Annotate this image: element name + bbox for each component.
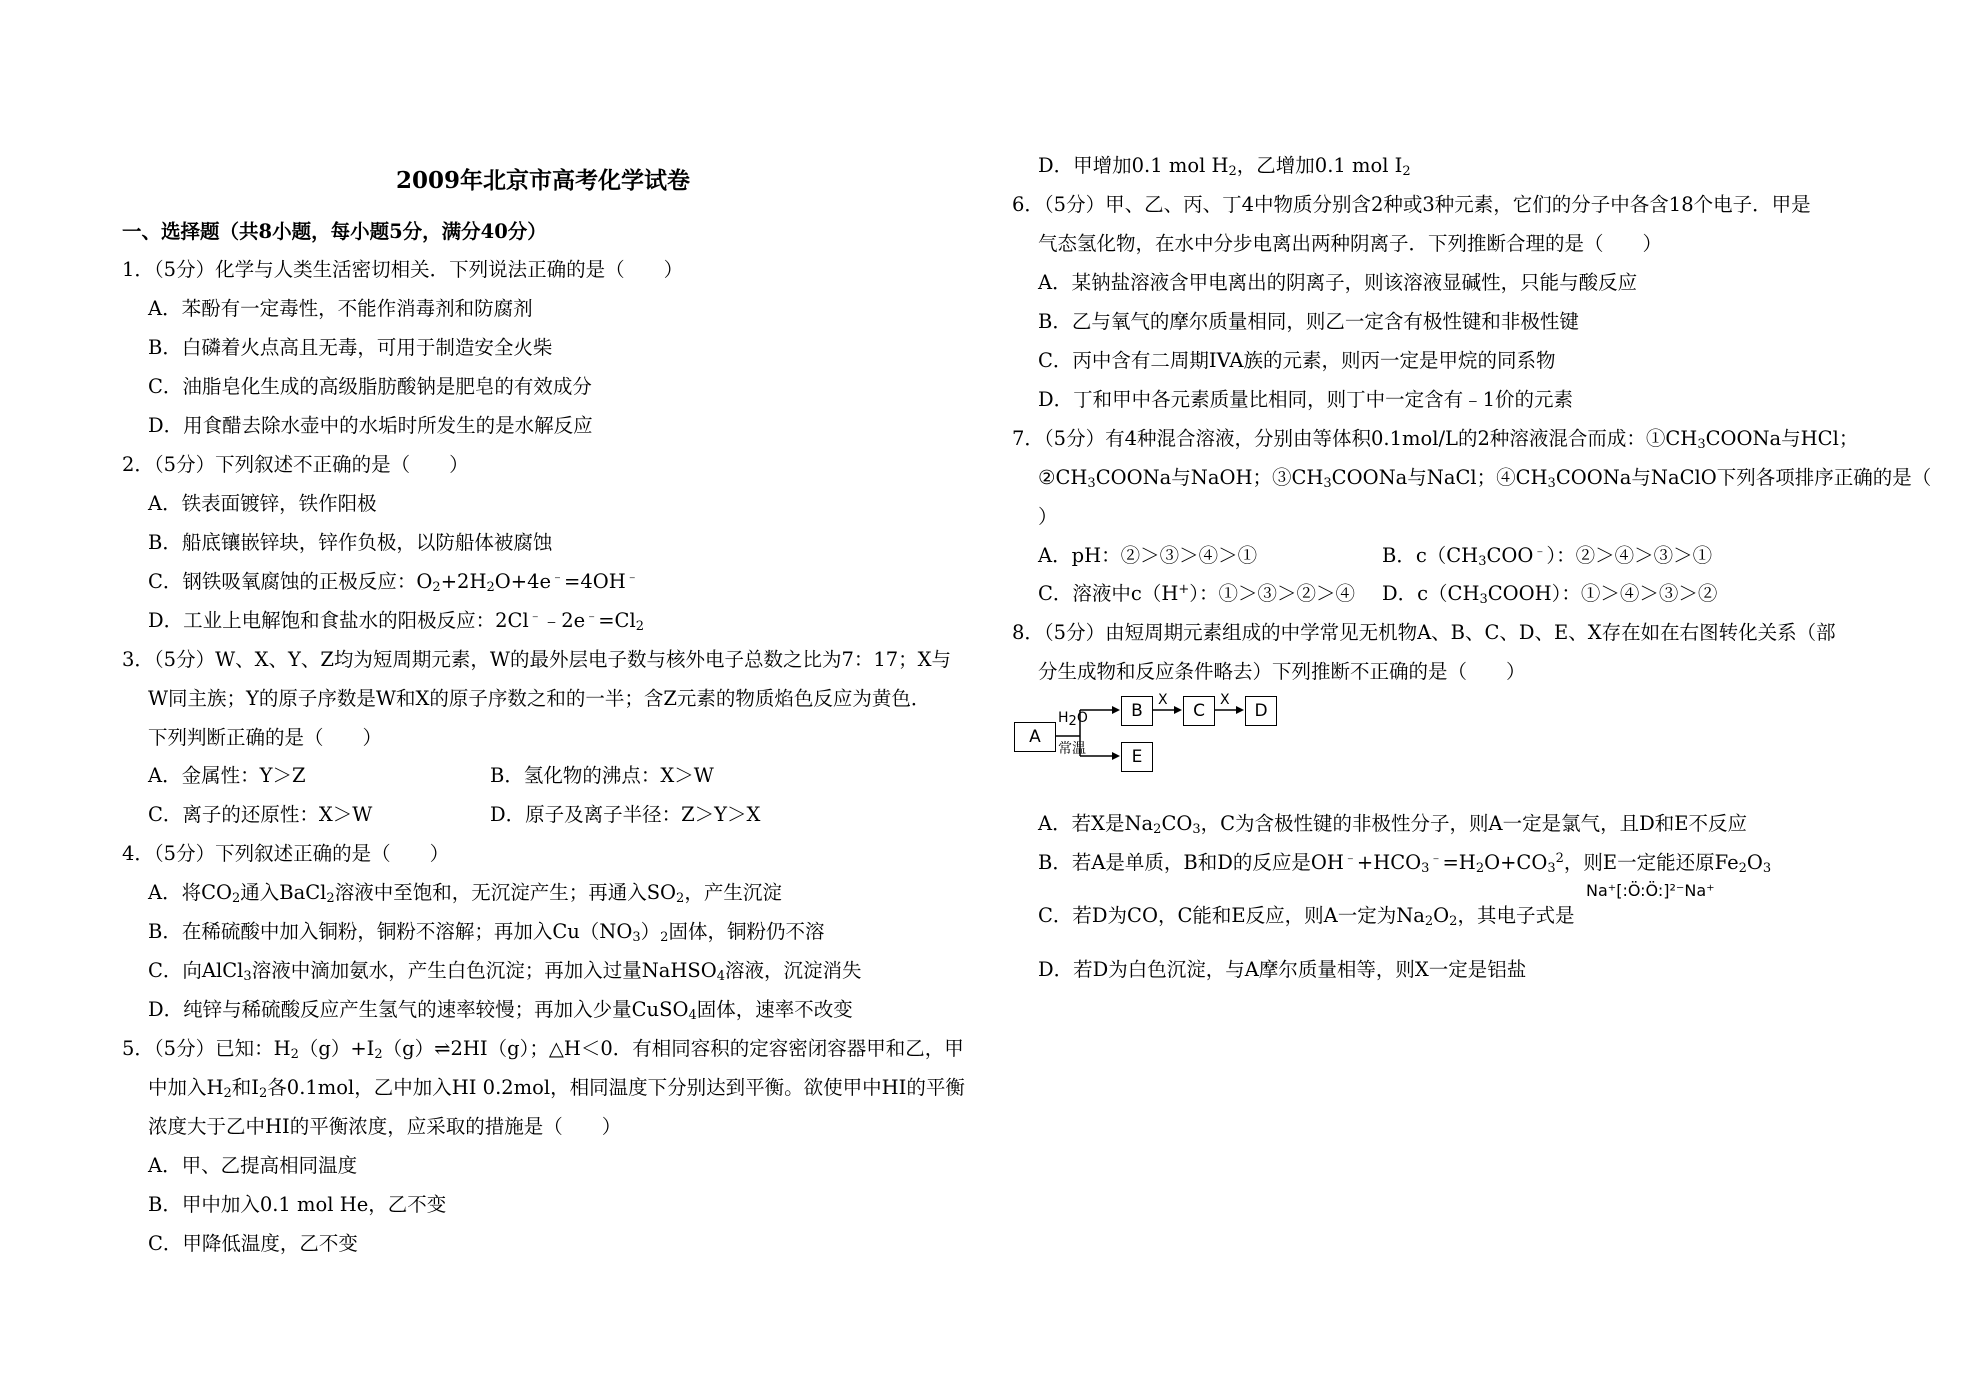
text-line-q4d: D．纯锌与稀硫酸反应产生氢气的速率较慢；再加入少量CuSO$_4$固体，速率不改变 [148,998,853,1023]
text-line-q8: 8．（5分）由短周期元素组成的中学常见无机物A、B、C、D、E、X存在如在右图转化关系（部 [1012,621,1836,644]
text-line-q8d: D．若D为白色沉淀，与A摩尔质量相等，则X一定是铝盐 [1038,958,1527,981]
text-line-q6b: 气态氢化物，在水中分步电离出两种阴离子．下列推断合理的是（ ） [1038,232,1663,255]
text-line-q3c1: C．离子的还原性：X＞W [148,803,373,826]
text-line-q5a: A．甲、乙提高相同温度 [148,1154,358,1177]
text-line-q5b: 中加入$H_2$和$I_2$各0.1mol，乙中加入HI 0.2mol，相同温度下分别达到平衡。欲使甲中HI的平衡 [148,1076,965,1101]
text-line-q6bb: B．乙与氧气的摩尔质量相同，则乙一定含有极性键和非极性键 [1038,310,1579,333]
electron-formula: Na⁺[:Ö:Ö:]²⁻Na⁺ [1586,881,1715,900]
label-x-1: X [1158,692,1168,708]
text-line-q3c: 下列判断正确的是（ ） [148,726,383,749]
text-line-q4b: B．在稀硫酸中加入铜粉，铜粉不溶解；再加入$Cu(NO_3)_2$固体，铜粉仍不溶 [148,920,825,945]
text-line-q5cc: C．甲降低温度，乙不变 [148,1232,358,1255]
text-line-q4a: A．将$CO_2$通入BaCl$_2$溶液中至饱和，无沉淀产生；再通入$SO_2$，产生沉淀 [148,881,782,906]
reaction-diagram [1014,690,1314,770]
text-line-q6a: A．某钠盐溶液含甲电离出的阴离子，则该溶液显碱性，只能与酸反应 [1038,271,1638,294]
label-x-2: X [1220,692,1230,708]
node-a: A [1014,722,1056,752]
text-line-q2a: A．铁表面镀锌，铁作阳极 [148,492,377,515]
text-line-q7: 7．（5分）有4种混合溶液，分别由等体积0.1mol/L的2种溶液混合而成：$①CH_3COONa$与HCl； [1012,427,1859,452]
text-line-q7c: ） [1038,505,1058,528]
text-line-q6c: C．丙中含有二周期IVA族的元素，则丙一定是甲烷的同系物 [1038,349,1556,372]
arrowhead-e [1112,752,1120,760]
text-line-q2: 2．（5分）下列叙述不正确的是（ ） [122,453,469,476]
text-line-q1: 1．（5分）化学与人类生活密切相关．下列说法正确的是（ ） [122,258,684,281]
text-line-q7c1: C．溶液中c（H+）：①＞③＞②＞④ [1038,582,1356,605]
text-line-q3c2: D．原子及离子半径：Z＞Y＞X [490,803,761,826]
arrowhead-b [1112,706,1120,714]
node-d: D [1245,696,1277,726]
text-line-q5bb: B．甲中加入0.1 mol He，乙不变 [148,1193,447,1216]
node-b: B [1121,696,1153,726]
text-line-q7c2: D．$c(CH_3COOH)$：①＞④＞③＞② [1382,582,1718,607]
text-line-q2c: C．钢铁吸氧腐蚀的正极反应：$O_2+2H_2O+4e^﹣=4OH^﹣$ [148,570,639,595]
text-line-q1b: B．白磷着火点高且无毒，可用于制造安全火柴 [148,336,553,359]
text-line-q5d: D．甲增加0.1 mol $H_2$，乙增加0.1 mol $I_2$ [1038,154,1411,179]
text-line-q3a1: A．金属性：Y＞Z [148,764,306,787]
arrowhead-c [1174,706,1182,714]
text-line-q7a2: B．$c(CH_3COO^﹣)$：②＞④＞③＞① [1382,544,1713,569]
page-title: 2009年北京市高考化学试卷 [396,167,691,194]
text-line-q3b: W同主族；Y的原子序数是W和X的原子序数之和的一半；含Z元素的物质焰色反应为黄色． [148,687,931,710]
text-line-q4c: C．向AlCl$_3$溶液中滴加氨水，产生白色沉淀；再加入过量NaHSO$_4$溶液，沉淀消失 [148,959,862,984]
text-line-q5c: 浓度大于乙中HI的平衡浓度，应采取的措施是（ ） [148,1115,622,1138]
text-line-q7a1: A．pH：②＞③＞④＞① [1038,544,1258,567]
text-line-q3: 3．（5分）W、X、Y、Z均为短周期元素，W的最外层电子数与核外电子总数之比为7：17；X与 [122,648,952,671]
text-line-q4: 4．（5分）下列叙述正确的是（ ） [122,842,450,865]
section-heading: 一、选择题（共8小题，每小题5分，满分40分） [122,220,547,243]
text-line-q3a2: B．氢化物的沸点：X＞W [490,764,714,787]
text-line-q2d: D．工业上电解饱和食盐水的阳极反应：$2Cl^﹣﹣2e^﹣=Cl_2$ [148,609,644,634]
text-line-q6d: D．丁和甲中各元素质量比相同，则丁中一定含有﹣1价的元素 [1038,388,1574,411]
text-line-q8b: 分生成物和反应条件略去）下列推断不正确的是（ ） [1038,660,1526,683]
node-c: C [1183,696,1215,726]
node-e: E [1121,742,1153,772]
text-line-q1a: A．苯酚有一定毒性，不能作消毒剂和防腐剂 [148,297,533,320]
text-line-q2b: B．船底镶嵌锌块，锌作负极，以防船体被腐蚀 [148,531,553,554]
text-line-q1d: D．用食醋去除水壶中的水垢时所发生的是水解反应 [148,414,593,437]
label-h2o: $H_2O$ [1058,710,1088,729]
text-line-q8a: A．若X是$Na_2CO_3$，C为含极性键的非极性分子，则A一定是氯气，且D和E不反应 [1038,812,1748,837]
text-line-q6: 6．（5分）甲、乙、丙、丁4中物质分别含2种或3种元素，它们的分子中各含18个电子．甲是 [1012,193,1811,216]
arrowhead-d [1236,706,1244,714]
text-line-q1c: C．油脂皂化生成的高级脂肪酸钠是肥皂的有效成分 [148,375,592,398]
text-line-q8bb: B．若A是单质，B和D的反应是$OH^﹣+HCO_3^﹣=H_2O+CO_3^2$，则E一定能还原$Fe_2O_3$ [1038,851,1772,876]
text-line-q8c: C．若D为CO，C能和E反应，则A一定为$Na_2O_2$，其电子式是 [1038,904,1575,929]
text-line-q7b: $②CH_3COONa$与NaOH；$③CH_3COONa$与NaCl；$④CH_3COONa$与NaClO下列各项排序正确的是（ [1038,466,1932,491]
label-room-temp: 常温 [1058,741,1086,757]
text-line-q5: 5．（5分）已知：$H_2(g)+I_2(g)\rightleftharpoons 2HI(g)$；△H＜0．有相同容积的定容密闭容器甲和乙，甲 [122,1037,964,1062]
